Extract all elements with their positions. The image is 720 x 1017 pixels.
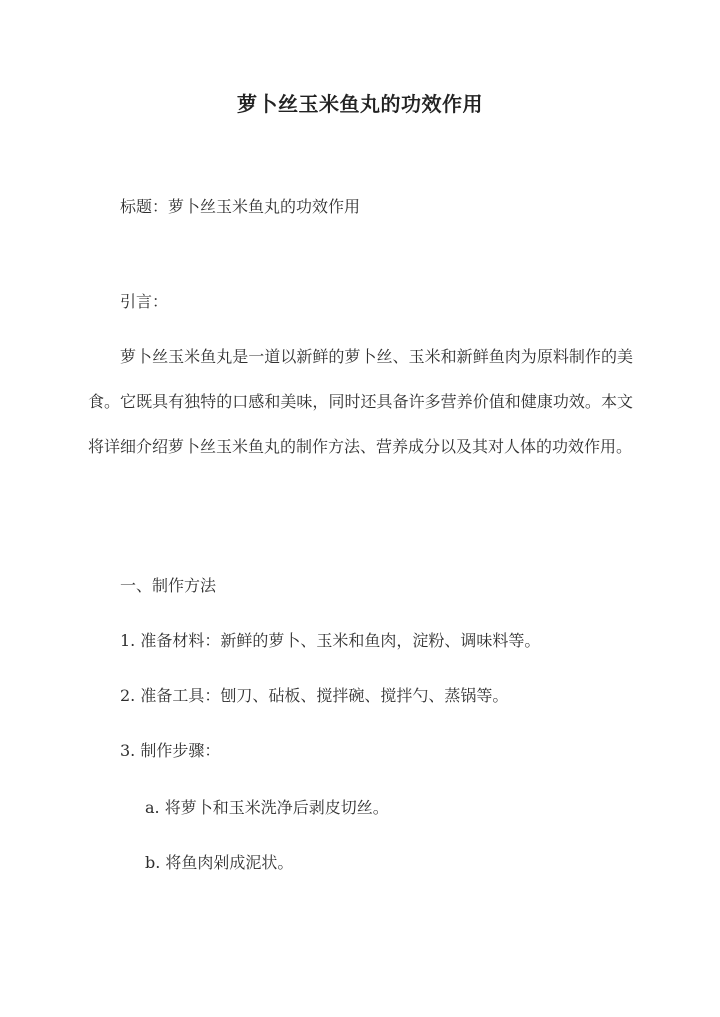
document-title: 萝卜丝玉米鱼丸的功效作用 xyxy=(237,92,483,116)
sub-list-item: b. 将鱼肉剁成泥状。 xyxy=(145,853,294,872)
sub-list-item: a. 将萝卜和玉米洗净后剥皮切丝。 xyxy=(145,798,389,817)
title-line: 标题：萝卜丝玉米鱼丸的功效作用 xyxy=(120,197,361,216)
list-item: 1. 准备材料：新鲜的萝卜、玉米和鱼肉，淀粉、调味料等。 xyxy=(120,631,541,650)
list-item: 3. 制作步骤： xyxy=(120,741,221,760)
intro-heading: 引言： xyxy=(120,292,169,311)
section-heading-method: 一、制作方法 xyxy=(120,576,217,595)
list-item: 2. 准备工具：刨刀、砧板、搅拌碗、搅拌勺、蒸锅等。 xyxy=(120,686,509,705)
intro-paragraph: 萝卜丝玉米鱼丸是一道以新鲜的萝卜丝、玉米和新鲜鱼肉为原料制作的美食。它既具有独特的口感和美味，同时还具备许多营养价值和健康功效。本文将详细介绍萝卜丝玉米鱼丸的制作方法、营养成分以及其对人体的功效作用。 xyxy=(88,347,633,456)
